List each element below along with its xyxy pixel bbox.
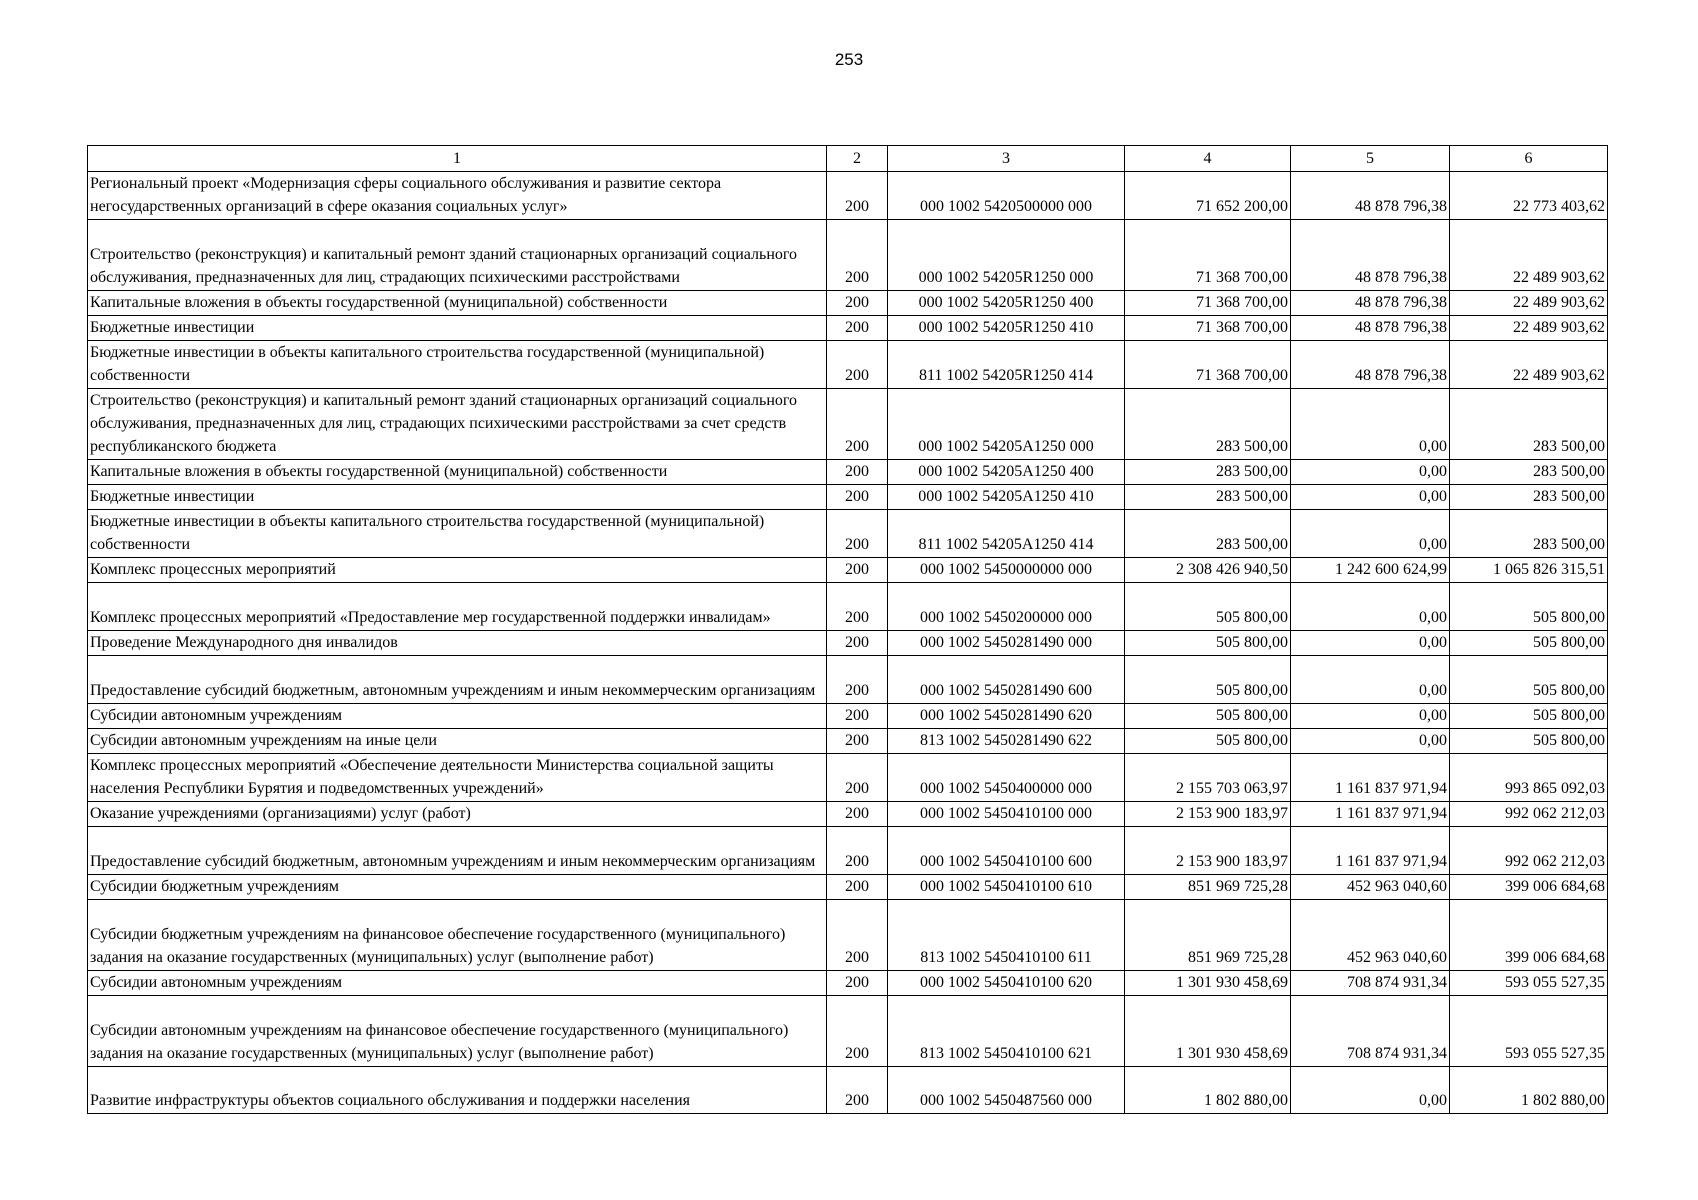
expense-name-cell: Оказание учреждениями (организациями) услуг (работ): [88, 802, 827, 827]
amount-col6-cell: 505 800,00: [1450, 656, 1608, 704]
table-row: [88, 656, 1608, 704]
budget-code-cell: 000 1002 54205R1250 000: [888, 220, 1125, 291]
budget-code-cell: 000 1002 5450410100 620: [888, 971, 1125, 996]
budget-code-cell: 000 1002 54205A1250 000: [888, 389, 1125, 460]
budget-code-cell: 000 1002 5450410100 600: [888, 827, 1125, 875]
amount-col5-cell: 0,00: [1291, 704, 1450, 729]
group-code-cell: 200: [827, 583, 888, 631]
group-code-cell: 200: [827, 485, 888, 510]
amount-col4-cell: 2 308 426 940,50: [1125, 558, 1291, 583]
group-code-cell: 200: [827, 704, 888, 729]
budget-code-cell: 000 1002 5450200000 000: [888, 583, 1125, 631]
amount-col4-cell: 71 368 700,00: [1125, 341, 1291, 389]
group-code-cell: 200: [827, 996, 888, 1067]
expense-name-cell: Субсидии автономным учреждениям на финансовое обеспечение государственного (муниципального) задания на оказание государственных (муниципальных) услуг (выполнение работ): [88, 996, 827, 1067]
amount-col4-cell: 71 368 700,00: [1125, 220, 1291, 291]
expense-name-cell: Капитальные вложения в объекты государственной (муниципальной) собственности: [88, 460, 827, 485]
group-code-cell: 200: [827, 341, 888, 389]
expense-name-cell: Строительство (реконструкция) и капитальный ремонт зданий стационарных организаций социального обслуживания, предназначенных для лиц, страдающих психическими расстройствами за счет средств республиканского бюджета: [88, 389, 827, 460]
table-row: [88, 341, 1608, 389]
group-code-cell: 200: [827, 291, 888, 316]
amount-col6-cell: 22 489 903,62: [1450, 291, 1608, 316]
amount-col5-cell: 0,00: [1291, 460, 1450, 485]
amount-col6-cell: 505 800,00: [1450, 631, 1608, 656]
amount-col5-cell: 1 161 837 971,94: [1291, 802, 1450, 827]
expense-name-cell: Развитие инфраструктуры объектов социального обслуживания и поддержки населения: [88, 1067, 827, 1114]
amount-col6-cell: 399 006 684,68: [1450, 900, 1608, 971]
budget-code-cell: 811 1002 54205A1250 414: [888, 510, 1125, 558]
amount-col6-cell: 283 500,00: [1450, 510, 1608, 558]
budget-code-cell: 000 1002 5450487560 000: [888, 1067, 1125, 1114]
amount-col6-cell: 593 055 527,35: [1450, 971, 1608, 996]
amount-col4-cell: 283 500,00: [1125, 389, 1291, 460]
amount-col4-cell: 505 800,00: [1125, 656, 1291, 704]
amount-col6-cell: 283 500,00: [1450, 485, 1608, 510]
group-code-cell: 200: [827, 900, 888, 971]
expense-name-cell: Бюджетные инвестиции: [88, 485, 827, 510]
table-row: [88, 583, 1608, 631]
amount-col4-cell: 283 500,00: [1125, 485, 1291, 510]
amount-col5-cell: 0,00: [1291, 729, 1450, 754]
amount-col4-cell: 283 500,00: [1125, 510, 1291, 558]
amount-col4-cell: 851 969 725,28: [1125, 875, 1291, 900]
group-code-cell: 200: [827, 802, 888, 827]
table-row: [88, 558, 1608, 583]
amount-col6-cell: 22 773 403,62: [1450, 172, 1608, 220]
table-row: [88, 389, 1608, 460]
amount-col4-cell: 71 368 700,00: [1125, 316, 1291, 341]
amount-col4-cell: 283 500,00: [1125, 460, 1291, 485]
expense-name-cell: Строительство (реконструкция) и капитальный ремонт зданий стационарных организаций социального обслуживания, предназначенных для лиц, страдающих психическими расстройствами: [88, 220, 827, 291]
expense-name-cell: Предоставление субсидий бюджетным, автономным учреждениям и иным некоммерческим организациям: [88, 656, 827, 704]
amount-col4-cell: 505 800,00: [1125, 729, 1291, 754]
column-header-5: 5: [1291, 146, 1450, 172]
budget-code-cell: 813 1002 5450410100 621: [888, 996, 1125, 1067]
amount-col6-cell: 505 800,00: [1450, 704, 1608, 729]
table-row: [88, 316, 1608, 341]
amount-col6-cell: 505 800,00: [1450, 729, 1608, 754]
group-code-cell: 200: [827, 729, 888, 754]
amount-col4-cell: 505 800,00: [1125, 583, 1291, 631]
expense-name-cell: Субсидии автономным учреждениям: [88, 704, 827, 729]
amount-col6-cell: 22 489 903,62: [1450, 341, 1608, 389]
expense-name-cell: Субсидии бюджетным учреждениям на финансовое обеспечение государственного (муниципального) задания на оказание государственных (муниципальных) услуг (выполнение работ): [88, 900, 827, 971]
expense-name-cell: Комплекс процессных мероприятий «Предоставление мер государственной поддержки инвалидам»: [88, 583, 827, 631]
amount-col4-cell: 2 153 900 183,97: [1125, 827, 1291, 875]
amount-col5-cell: 452 963 040,60: [1291, 875, 1450, 900]
budget-code-cell: 000 1002 5450410100 000: [888, 802, 1125, 827]
amount-col6-cell: 22 489 903,62: [1450, 316, 1608, 341]
budget-code-cell: 000 1002 54205A1250 400: [888, 460, 1125, 485]
amount-col4-cell: 71 368 700,00: [1125, 291, 1291, 316]
column-header-2: 2: [827, 146, 888, 172]
expense-name-cell: Предоставление субсидий бюджетным, автономным учреждениям и иным некоммерческим организациям: [88, 827, 827, 875]
amount-col4-cell: 2 153 900 183,97: [1125, 802, 1291, 827]
amount-col5-cell: 0,00: [1291, 485, 1450, 510]
expense-name-cell: Региональный проект «Модернизация сферы социального обслуживания и развитие сектора негосударственных организаций в сфере оказания социальных услуг»: [88, 172, 827, 220]
table-row: [88, 971, 1608, 996]
table-row: [88, 729, 1608, 754]
table-header-row: [88, 146, 1608, 172]
amount-col6-cell: 1 802 880,00: [1450, 1067, 1608, 1114]
amount-col5-cell: 0,00: [1291, 389, 1450, 460]
amount-col5-cell: 0,00: [1291, 656, 1450, 704]
page-number: 253: [834, 50, 864, 69]
group-code-cell: 200: [827, 971, 888, 996]
budget-code-cell: 000 1002 5450400000 000: [888, 754, 1125, 802]
budget-code-cell: 000 1002 5450281490 600: [888, 656, 1125, 704]
amount-col5-cell: 1 161 837 971,94: [1291, 827, 1450, 875]
amount-col5-cell: 708 874 931,34: [1291, 971, 1450, 996]
table-row: [88, 631, 1608, 656]
column-header-1: 1: [88, 146, 827, 172]
column-header-6: 6: [1450, 146, 1608, 172]
amount-col5-cell: 0,00: [1291, 1067, 1450, 1114]
amount-col4-cell: 1 301 930 458,69: [1125, 996, 1291, 1067]
expense-name-cell: Бюджетные инвестиции в объекты капитального строительства государственной (муниципальной) собственности: [88, 510, 827, 558]
amount-col6-cell: 22 489 903,62: [1450, 220, 1608, 291]
table-row: [88, 510, 1608, 558]
amount-col5-cell: 1 161 837 971,94: [1291, 754, 1450, 802]
amount-col6-cell: 993 865 092,03: [1450, 754, 1608, 802]
amount-col5-cell: 48 878 796,38: [1291, 172, 1450, 220]
amount-col6-cell: 505 800,00: [1450, 583, 1608, 631]
budget-code-cell: 000 1002 54205R1250 400: [888, 291, 1125, 316]
budget-code-cell: 000 1002 5420500000 000: [888, 172, 1125, 220]
group-code-cell: 200: [827, 558, 888, 583]
group-code-cell: 200: [827, 510, 888, 558]
amount-col6-cell: 1 065 826 315,51: [1450, 558, 1608, 583]
budget-table: [87, 145, 1608, 1114]
group-code-cell: 200: [827, 656, 888, 704]
group-code-cell: 200: [827, 754, 888, 802]
amount-col4-cell: 1 301 930 458,69: [1125, 971, 1291, 996]
amount-col4-cell: 505 800,00: [1125, 704, 1291, 729]
amount-col5-cell: 48 878 796,38: [1291, 291, 1450, 316]
table-row: [88, 485, 1608, 510]
budget-code-cell: 000 1002 54205R1250 410: [888, 316, 1125, 341]
amount-col4-cell: 71 652 200,00: [1125, 172, 1291, 220]
expense-name-cell: Субсидии автономным учреждениям на иные цели: [88, 729, 827, 754]
amount-col6-cell: 399 006 684,68: [1450, 875, 1608, 900]
amount-col5-cell: 452 963 040,60: [1291, 900, 1450, 971]
table-body: [88, 172, 1608, 1114]
group-code-cell: 200: [827, 172, 888, 220]
amount-col5-cell: 48 878 796,38: [1291, 220, 1450, 291]
expense-name-cell: Комплекс процессных мероприятий: [88, 558, 827, 583]
table-row: [88, 1067, 1608, 1114]
budget-code-cell: 811 1002 54205R1250 414: [888, 341, 1125, 389]
amount-col4-cell: 1 802 880,00: [1125, 1067, 1291, 1114]
expense-name-cell: Комплекс процессных мероприятий «Обеспечение деятельности Министерства социальной защиты населения Республики Бурятия и подведомственных учреждений»: [88, 754, 827, 802]
amount-col6-cell: 992 062 212,03: [1450, 802, 1608, 827]
group-code-cell: 200: [827, 220, 888, 291]
budget-code-cell: 813 1002 5450410100 611: [888, 900, 1125, 971]
amount-col5-cell: 48 878 796,38: [1291, 341, 1450, 389]
amount-col6-cell: 593 055 527,35: [1450, 996, 1608, 1067]
group-code-cell: 200: [827, 460, 888, 485]
amount-col5-cell: 0,00: [1291, 510, 1450, 558]
table-row: [88, 704, 1608, 729]
table-row: [88, 172, 1608, 220]
group-code-cell: 200: [827, 316, 888, 341]
amount-col5-cell: 1 242 600 624,99: [1291, 558, 1450, 583]
group-code-cell: 200: [827, 875, 888, 900]
budget-code-cell: 000 1002 5450000000 000: [888, 558, 1125, 583]
amount-col5-cell: 48 878 796,38: [1291, 316, 1450, 341]
amount-col5-cell: 0,00: [1291, 583, 1450, 631]
expense-name-cell: Капитальные вложения в объекты государственной (муниципальной) собственности: [88, 291, 827, 316]
expense-name-cell: Субсидии бюджетным учреждениям: [88, 875, 827, 900]
column-header-3: 3: [888, 146, 1125, 172]
table-row: [88, 460, 1608, 485]
table-row: [88, 754, 1608, 802]
expense-name-cell: Субсидии автономным учреждениям: [88, 971, 827, 996]
amount-col4-cell: 2 155 703 063,97: [1125, 754, 1291, 802]
budget-code-cell: 000 1002 5450281490 620: [888, 704, 1125, 729]
amount-col6-cell: 992 062 212,03: [1450, 827, 1608, 875]
budget-code-cell: 000 1002 5450410100 610: [888, 875, 1125, 900]
table-row: [88, 220, 1608, 291]
expense-name-cell: Бюджетные инвестиции в объекты капитального строительства государственной (муниципальной) собственности: [88, 341, 827, 389]
table-row: [88, 875, 1608, 900]
table-row: [88, 291, 1608, 316]
amount-col5-cell: 0,00: [1291, 631, 1450, 656]
budget-code-cell: 813 1002 5450281490 622: [888, 729, 1125, 754]
group-code-cell: 200: [827, 389, 888, 460]
column-header-4: 4: [1125, 146, 1291, 172]
group-code-cell: 200: [827, 1067, 888, 1114]
table-row: [88, 802, 1608, 827]
amount-col6-cell: 283 500,00: [1450, 389, 1608, 460]
budget-code-cell: 000 1002 54205A1250 410: [888, 485, 1125, 510]
table-row: [88, 996, 1608, 1067]
table-row: [88, 900, 1608, 971]
amount-col4-cell: 505 800,00: [1125, 631, 1291, 656]
amount-col5-cell: 708 874 931,34: [1291, 996, 1450, 1067]
table-row: [88, 827, 1608, 875]
group-code-cell: 200: [827, 631, 888, 656]
amount-col6-cell: 283 500,00: [1450, 460, 1608, 485]
expense-name-cell: Проведение Международного дня инвалидов: [88, 631, 827, 656]
expense-name-cell: Бюджетные инвестиции: [88, 316, 827, 341]
budget-code-cell: 000 1002 5450281490 000: [888, 631, 1125, 656]
group-code-cell: 200: [827, 827, 888, 875]
amount-col4-cell: 851 969 725,28: [1125, 900, 1291, 971]
